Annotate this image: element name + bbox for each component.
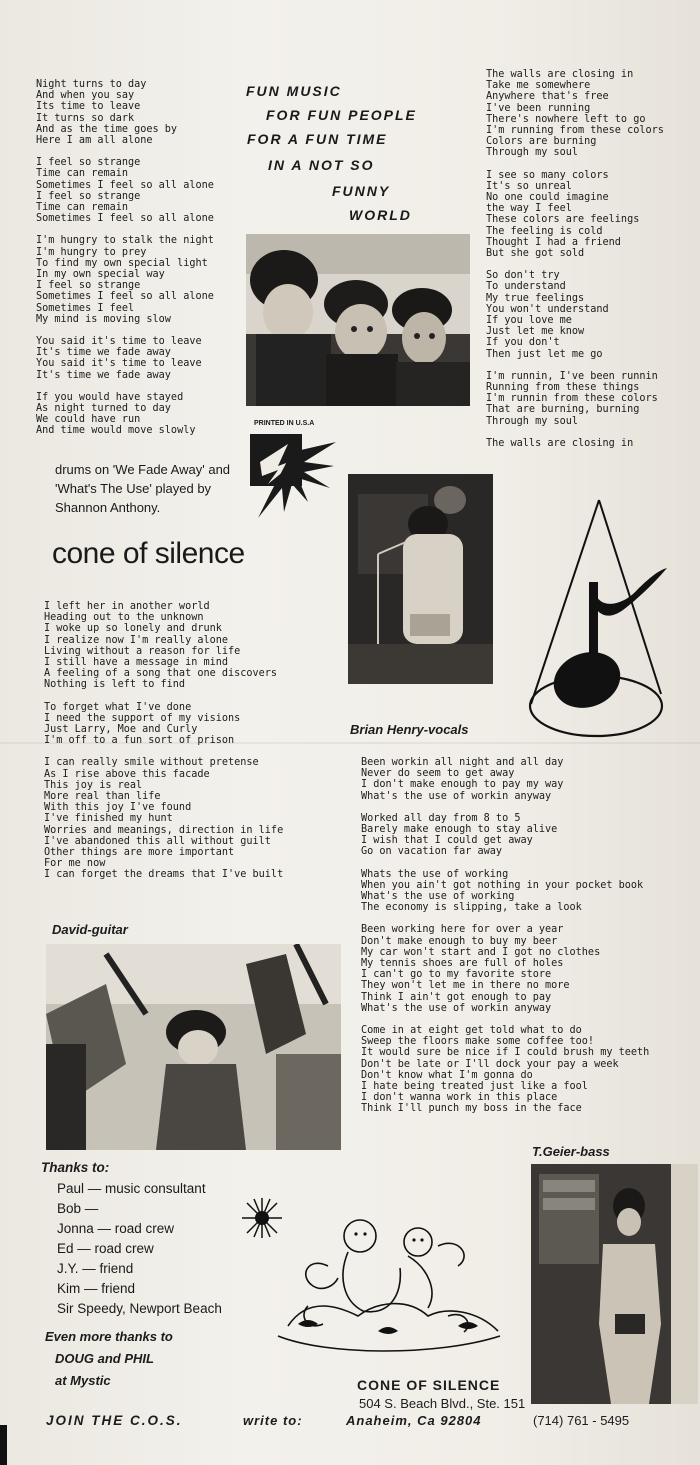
vocals-caption: Brian Henry-vocals xyxy=(350,722,469,737)
lyric-line: Heading out to the unknown xyxy=(44,612,204,624)
lyric-line: That are burning, burning xyxy=(486,404,640,416)
bass-caption: T.Geier-bass xyxy=(532,1144,610,1159)
lyric-line: But she got sold xyxy=(486,248,585,260)
lyric-line: What's the use of workin anyway xyxy=(361,1002,552,1014)
lyrics-cone xyxy=(44,601,283,881)
drums-note-line: drums on 'We Fade Away' and xyxy=(55,462,231,477)
lyric-line: Other things are more important xyxy=(44,847,235,859)
lyric-line: Its time to leave xyxy=(36,101,141,113)
lyric-line: I feel so strange xyxy=(36,280,141,292)
lyric-line: If you would have stayed xyxy=(36,391,184,403)
lyric-line: Been workin all night and all day xyxy=(361,757,564,768)
lyric-line: I can't go to my favorite store xyxy=(361,969,552,981)
lyric-line: For me now xyxy=(44,858,106,870)
lyric-line: It's time we fade away xyxy=(36,347,171,359)
lyric-line: Don't be late or I'll dock your pay a week xyxy=(361,1058,619,1070)
join-label: JOIN THE C.O.S. xyxy=(46,1413,183,1428)
lyric-line: You said it's time to leave xyxy=(36,336,202,348)
lyric-line: And as the time goes by xyxy=(36,123,178,135)
lyric-line: Just let me know xyxy=(486,326,585,338)
lyric-line: I realize now I'm really alone xyxy=(44,634,229,646)
lyric-line: It turns so dark xyxy=(36,112,135,124)
guitar-caption: David-guitar xyxy=(52,922,128,937)
lyric-line: Think I'll punch my boss in the face xyxy=(361,1103,582,1115)
bass-photo-art xyxy=(531,1164,698,1404)
lyric-line: These colors are feelings xyxy=(486,214,640,226)
lyric-line: I hate being treated just like a fool xyxy=(361,1081,588,1093)
lyric-line: Been working here for over a year xyxy=(361,924,564,936)
stanza-gap xyxy=(361,802,649,813)
thanks-more xyxy=(45,1326,173,1392)
thanks-item: Jonna — road crew xyxy=(57,1221,175,1236)
stanza-gap xyxy=(486,360,664,371)
lyric-line: Just Larry, Moe and Curly xyxy=(44,724,198,736)
lyric-line: With this joy I've found xyxy=(44,802,192,814)
lyric-line: Sometimes I feel so all alone xyxy=(36,213,214,225)
lyric-line: Worked all day from 8 to 5 xyxy=(361,812,521,824)
lyric-line: Living without a reason for life xyxy=(44,645,241,657)
lyric-line: Sometimes I feel xyxy=(36,302,135,314)
lyric-line: I can forget the dreams that I've built xyxy=(44,869,284,881)
lyric-line: No one could imagine xyxy=(486,192,609,204)
contact-name: CONE OF SILENCE xyxy=(357,1377,501,1393)
bass-photo xyxy=(531,1164,698,1404)
lyric-line: And when you say xyxy=(36,90,135,102)
lyric-line: The feeling is cold xyxy=(486,225,603,237)
lyric-line: I don't wanna work in this place xyxy=(361,1092,558,1104)
lyric-line: There's nowhere left to go xyxy=(486,113,646,125)
lyric-line: I feel so strange xyxy=(36,190,141,202)
lyric-line: Through my soul xyxy=(486,147,579,159)
lyric-line: My true feelings xyxy=(486,292,585,304)
lyric-line: A feeling of a song that one discovers xyxy=(44,668,278,680)
lyric-line: What's the use of working xyxy=(361,891,515,903)
stanza-gap xyxy=(486,427,664,438)
cone-note-icon xyxy=(527,494,692,740)
band-photo-art xyxy=(246,234,470,406)
slogan-line: FUN MUSIC xyxy=(246,83,342,99)
lyric-line: I left her in another world xyxy=(44,601,210,612)
lyric-line: You won't understand xyxy=(486,303,609,315)
stanza-gap xyxy=(44,691,283,702)
lyric-line: When you ain't got nothing in your pocket book xyxy=(361,879,644,891)
lyric-line: My mind is moving slow xyxy=(36,313,171,325)
lyric-line: This joy is real xyxy=(44,779,143,791)
lyric-line: Time can remain xyxy=(36,202,129,214)
slogan-line: FOR A FUN TIME xyxy=(247,131,388,147)
thanks-item: Sir Speedy, Newport Beach xyxy=(57,1301,222,1316)
lyric-line: I'm hungry to prey xyxy=(36,246,147,258)
thanks-more-line: Even more thanks to xyxy=(45,1329,173,1344)
slogan-line: FUNNY xyxy=(332,183,391,199)
thanks-item: Kim — friend xyxy=(57,1281,136,1296)
lyric-line: We could have run xyxy=(36,414,141,426)
lyric-line: To find my own special light xyxy=(36,257,208,269)
stanza-gap xyxy=(361,858,649,869)
lyrics-work xyxy=(361,757,649,1115)
stanza-gap xyxy=(36,325,214,336)
lyric-line: Never do seem to get away xyxy=(361,768,515,780)
printed-in-label: PRINTED IN U.S.A xyxy=(254,420,315,427)
drums-note-line: 'What's The Use' played by xyxy=(55,481,212,496)
band-name-title: cone of silence xyxy=(52,537,245,570)
write-to-label: write to: xyxy=(243,1413,303,1428)
stanza-gap xyxy=(44,746,283,757)
lyric-line: My car won't start and I got no clothes xyxy=(361,946,601,958)
lyric-line: Sometimes I feel so all alone xyxy=(36,291,214,303)
lyric-line: Go on vacation far away xyxy=(361,846,503,858)
lyric-line: Come in at eight get told what to do xyxy=(361,1025,582,1037)
stanza-gap xyxy=(361,1014,649,1025)
lyric-line: Thought I had a friend xyxy=(486,236,621,248)
lyric-line: To forget what I've done xyxy=(44,701,192,713)
thanks-item: Bob — xyxy=(57,1201,99,1216)
lyric-line: More real than life xyxy=(44,791,161,803)
lyric-line: I see so many colors xyxy=(486,169,609,181)
lyric-line: Barely make enough to stay alive xyxy=(361,824,558,836)
contact-phone: (714) 761 - 5495 xyxy=(533,1413,630,1428)
lyric-line: As night turned to day xyxy=(36,403,171,415)
lyric-line: If you don't xyxy=(486,337,560,349)
bolt-logo-icon xyxy=(248,432,338,522)
stanza-gap xyxy=(36,381,214,392)
thanks-more-line: DOUG and PHIL xyxy=(55,1351,154,1366)
lyrics-right-top xyxy=(486,69,664,449)
thanks-list xyxy=(57,1179,222,1319)
stanza-gap xyxy=(36,146,214,157)
lyric-line: In my own special way xyxy=(36,269,165,281)
lyric-line: As I rise above this facade xyxy=(44,768,210,780)
contact-street: 504 S. Beach Blvd., Ste. 151 xyxy=(359,1396,526,1411)
lyric-line: Night turns to day xyxy=(36,79,147,90)
vocals-photo-art xyxy=(348,474,493,684)
lyric-line: I still have a message in mind xyxy=(44,657,229,669)
lyric-line: Here I am all alone xyxy=(36,135,153,147)
guitar-photo-art xyxy=(46,944,341,1150)
lyric-line: What's the use of workin anyway xyxy=(361,790,552,802)
lyric-line: The walls are closing in xyxy=(486,437,634,449)
scan-edge xyxy=(0,1425,7,1465)
lyric-line: the way I feel xyxy=(486,203,572,215)
lyric-line: Sweep the floors make some coffee too! xyxy=(361,1036,595,1048)
lyric-line: It would sure be nice if I could brush my teeth xyxy=(361,1047,650,1059)
drums-note-line: Shannon Anthony. xyxy=(55,500,161,515)
thanks-item: Ed — road crew xyxy=(57,1241,154,1256)
stanza-gap xyxy=(36,224,214,235)
lyric-line: I'm running from these colors xyxy=(486,125,664,137)
stanza-gap xyxy=(486,159,664,170)
lyric-line: Don't make enough to buy my beer xyxy=(361,935,558,947)
lyric-line: I can really smile without pretense xyxy=(44,757,259,769)
stanza-gap xyxy=(361,913,649,924)
lyric-line: The walls are closing in xyxy=(486,69,634,80)
lyric-line: Anywhere that's free xyxy=(486,91,609,103)
slogan-line: IN A NOT SO xyxy=(268,157,375,173)
lyrics-left-top xyxy=(36,79,214,437)
lyric-line: Then just let me go xyxy=(486,348,603,360)
contact-city: Anaheim, Ca 92804 xyxy=(346,1413,482,1428)
lyric-line: And time would move slowly xyxy=(36,425,196,437)
thanks-more-line: at Mystic xyxy=(55,1373,111,1388)
lyric-line: I'm hungry to stalk the night xyxy=(36,235,214,247)
lyric-line: Running from these things xyxy=(486,382,640,394)
lyric-line: It's time we fade away xyxy=(36,369,171,381)
lyric-line: Don't know what I'm gonna do xyxy=(361,1069,533,1081)
lyric-line: They won't let me in there no more xyxy=(361,980,570,992)
thanks-item: J.Y. — friend xyxy=(57,1261,134,1276)
lyric-line: So don't try xyxy=(486,270,560,282)
lyric-line: I've finished my hunt xyxy=(44,813,173,825)
lyric-line: To understand xyxy=(486,281,566,293)
lyric-line: I wish that I could get away xyxy=(361,835,533,847)
lyric-line: My tennis shoes are full of holes xyxy=(361,958,564,970)
lyric-line: Sometimes I feel so all alone xyxy=(36,179,214,191)
vocals-photo xyxy=(348,474,493,684)
guitar-photo xyxy=(46,944,341,1150)
lyric-line: I'm runnin from these colors xyxy=(486,393,658,405)
cherubs-illustration-icon xyxy=(268,1206,506,1356)
lyric-line: I don't make enough to pay my way xyxy=(361,779,564,791)
lyric-line: If you love me xyxy=(486,315,572,327)
lyric-line: Think I ain't got enough to pay xyxy=(361,991,552,1003)
thanks-item: Paul — music consultant xyxy=(57,1181,206,1196)
drums-note xyxy=(55,460,230,517)
lyric-line: I'm runnin, I've been runnin xyxy=(486,370,658,382)
lyric-line: Colors are burning xyxy=(486,136,597,148)
lyric-line: Take me somewhere xyxy=(486,80,591,92)
lyric-line: Through my soul xyxy=(486,415,579,427)
lyric-line: The economy is slipping, take a look xyxy=(361,902,582,914)
lyric-line: Nothing is left to find xyxy=(44,679,186,691)
lyric-line: Worries and meanings, direction in life xyxy=(44,824,284,836)
lyric-line: It's so unreal xyxy=(486,180,572,192)
lyric-line: I need the support of my visions xyxy=(44,712,241,724)
band-photo xyxy=(246,234,470,406)
slogan-line: WORLD xyxy=(349,207,412,223)
lyric-line: I've been running xyxy=(486,102,591,114)
lyric-line: Time can remain xyxy=(36,168,129,180)
lyric-line: I feel so strange xyxy=(36,157,141,169)
lyric-line: I woke up so lonely and drunk xyxy=(44,623,222,635)
lyric-line: I'm off to a fun sort of prison xyxy=(44,735,235,747)
slogan-line: FOR FUN PEOPLE xyxy=(266,107,417,123)
thanks-title: Thanks to: xyxy=(41,1160,110,1175)
lyric-line: You said it's time to leave xyxy=(36,358,202,370)
lyric-line: I've abandoned this all without guilt xyxy=(44,835,271,847)
stanza-gap xyxy=(486,259,664,270)
lyric-line: Whats the use of working xyxy=(361,868,509,880)
